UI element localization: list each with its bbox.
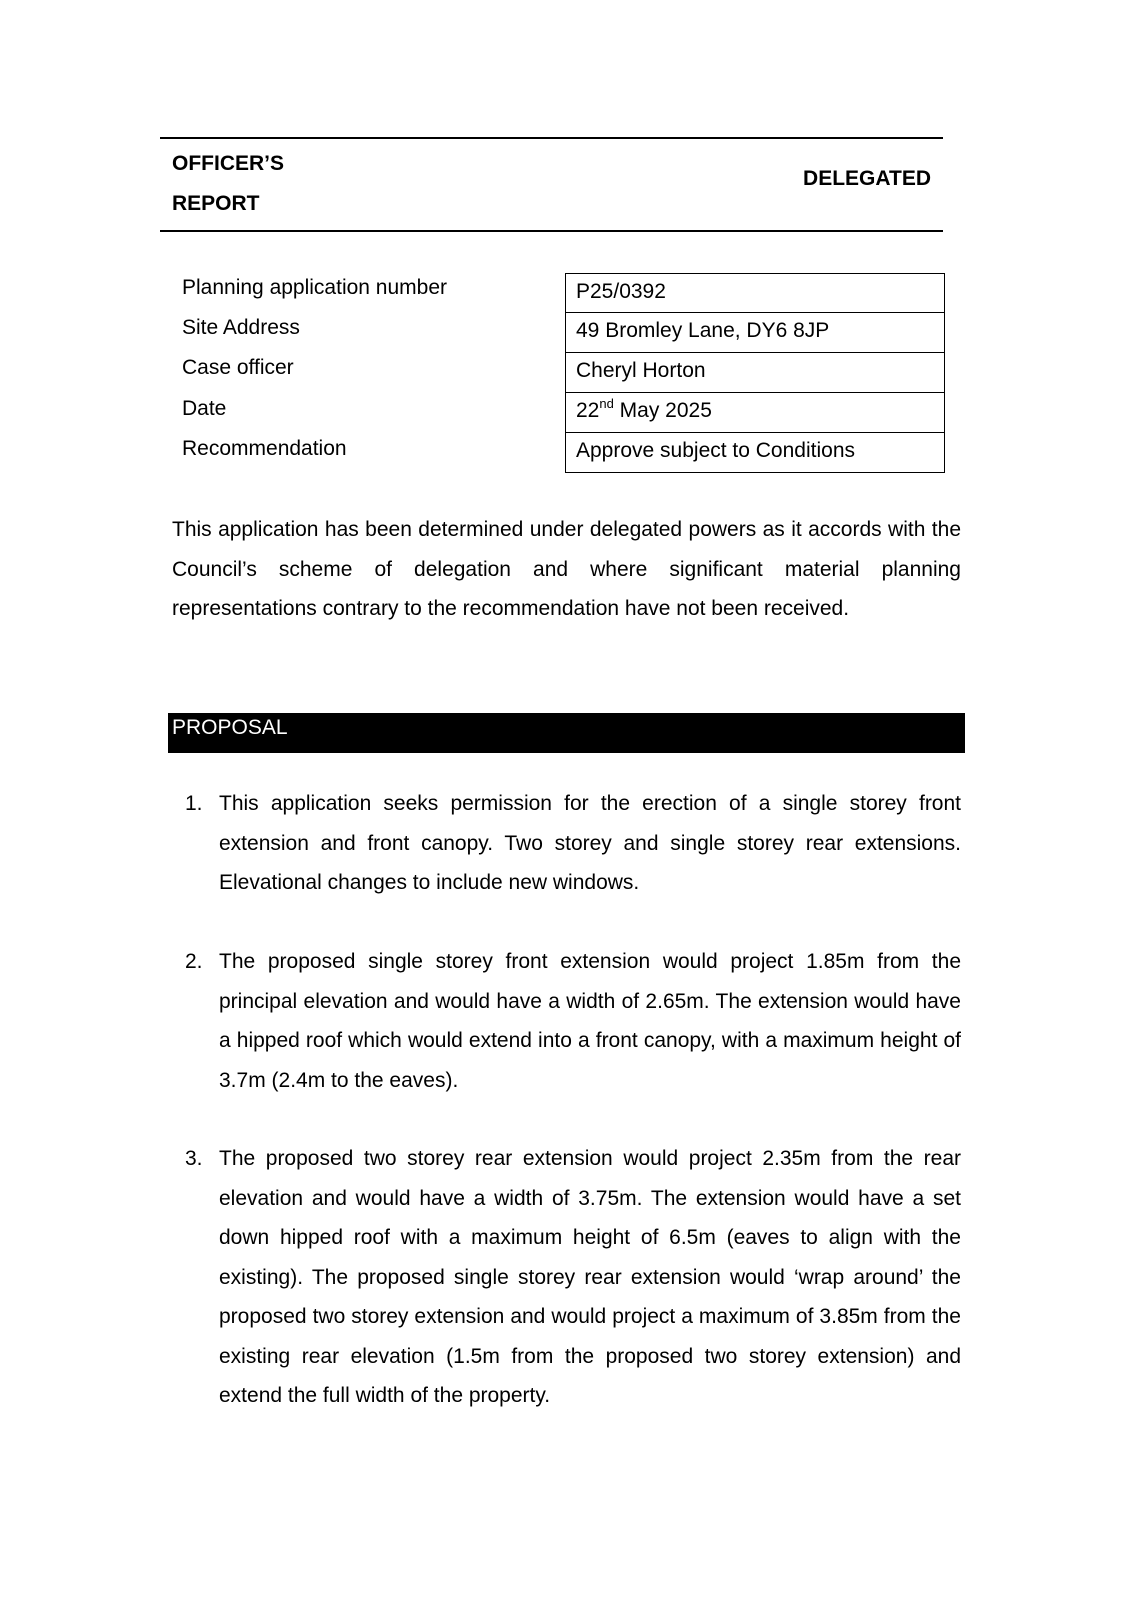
case-officer-label: Case officer bbox=[182, 356, 294, 379]
proposal-paragraph bbox=[185, 784, 961, 903]
paragraph-text: The proposed two storey rear extension would project 2.35m from the rear elevation and would have a width of 3.75m. The extension would have a set down hipped roof with a maximum height of 6.5m (eaves to align with the existing). The proposed single storey rear extension would ‘wrap around’ the proposed two storey extension and would project a maximum of 3.85m from the existing rear elevation (1.5m from the proposed two storey extension) and extend the full width of the property. bbox=[219, 1147, 961, 1407]
paragraph-number: 3. bbox=[185, 1147, 203, 1170]
paragraph-number: 2. bbox=[185, 950, 203, 973]
recommendation-value: Approve subject to Conditions bbox=[565, 433, 945, 473]
date-value bbox=[565, 393, 945, 433]
date-day: 22 bbox=[576, 399, 600, 422]
date-suffix: nd bbox=[599, 396, 614, 411]
delegation-statement: This application has been determined under delegated powers as it accords with the Council’s scheme of delegation and where significant material planning representations contrary to the recommendation have not been received. bbox=[172, 518, 961, 620]
date-month-year: May 2025 bbox=[613, 399, 712, 422]
report-status: DELEGATED bbox=[803, 167, 931, 190]
application-number-label: Planning application number bbox=[182, 276, 448, 299]
report-title: OFFICER’S REPORT bbox=[172, 152, 285, 215]
header-bottom-rule bbox=[160, 230, 943, 232]
proposal-paragraph bbox=[185, 1139, 961, 1416]
paragraph-number: 1. bbox=[185, 792, 203, 815]
proposal-heading: PROPOSAL bbox=[168, 713, 965, 753]
proposal-paragraph bbox=[185, 942, 961, 1100]
recommendation-label: Recommendation bbox=[182, 437, 347, 460]
date-label: Date bbox=[182, 397, 227, 420]
application-number-value: P25/0392 bbox=[565, 273, 945, 313]
header-top-rule bbox=[160, 137, 943, 139]
paragraph-text: The proposed single storey front extension would project 1.85m from the principal elevation and would have a width of 2.65m. The extension would have a hipped roof which would extend into a front canopy, with a maximum height of 3.7m (2.4m to the eaves). bbox=[219, 950, 961, 1092]
site-address-value: 49 Bromley Lane, DY6 8JP bbox=[565, 313, 945, 353]
site-address-label: Site Address bbox=[182, 316, 300, 339]
paragraph-text: This application seeks permission for the erection of a single storey front extension and front canopy. Two storey and single storey rear extensions. Elevational changes to include new windows. bbox=[219, 792, 961, 894]
case-officer-value: Cheryl Horton bbox=[565, 353, 945, 393]
